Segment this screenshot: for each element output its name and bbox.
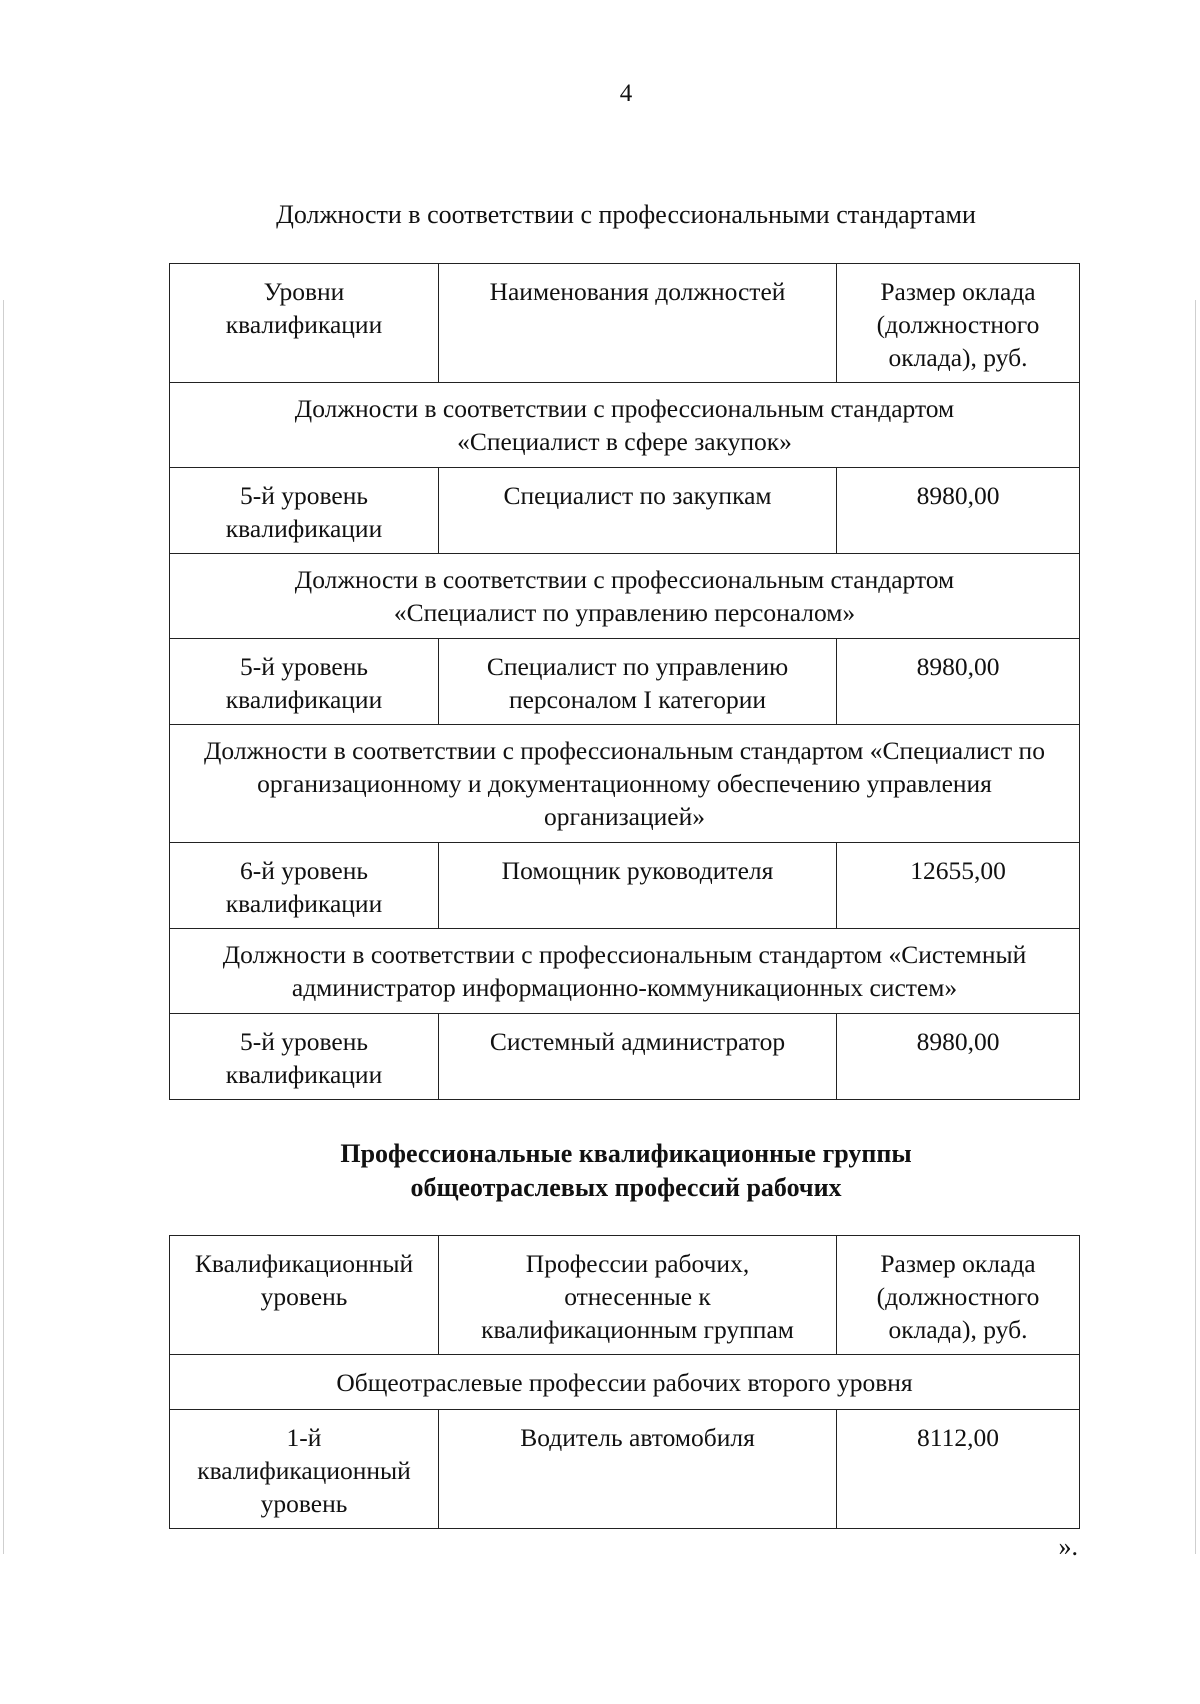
header-qualification-level: Квалификационный уровень [170, 1236, 439, 1355]
group-title: Должности в соответствии с профессиональным стандартом «Системный администратор информационно-коммуникационных систем» [170, 929, 1080, 1014]
header-qualification-levels: Уровни квалификации [170, 264, 439, 383]
group-title: Должности в соответствии с профессиональным стандартом «Специалист по управлению персоналом» [170, 554, 1080, 639]
scan-edge-right [1195, 300, 1196, 1554]
group-row [170, 929, 1080, 1014]
group-title: Общеотраслевые профессии рабочих второго уровня [170, 1355, 1080, 1410]
qualification-level: 5-й уровень квалификации [170, 639, 439, 725]
header-worker-professions: Профессии рабочих, отнесенные к квалификационным группам [439, 1236, 837, 1355]
position-name: Специалист по управлению персоналом I категории [439, 639, 837, 725]
profession-name: Водитель автомобиля [439, 1410, 837, 1529]
salary-value: 8980,00 [837, 468, 1080, 554]
salary-value: 8980,00 [837, 639, 1080, 725]
group-row [170, 383, 1080, 468]
position-name: Системный администратор [439, 1014, 837, 1100]
header-position-names: Наименования должностей [439, 264, 837, 383]
heading-line-1: Профессиональные квалификационные группы [340, 1139, 912, 1168]
table-header-row [170, 264, 1080, 383]
scan-edge-left [3, 300, 4, 1554]
page-number: 4 [619, 80, 633, 107]
position-name: Помощник руководителя [439, 843, 837, 929]
group-row [170, 554, 1080, 639]
salary-value: 12655,00 [837, 843, 1080, 929]
group-title: Должности в соответствии с профессиональным стандартом «Специалист по организационному и документационному обеспечению управления организацией» [170, 725, 1080, 843]
salary-value: 8112,00 [837, 1410, 1080, 1529]
closing-quote-mark: ». [1058, 1532, 1078, 1561]
table-row [170, 468, 1080, 554]
table-header-row [170, 1236, 1080, 1355]
qualification-level: 5-й уровень квалификации [170, 1014, 439, 1100]
table-row [170, 843, 1080, 929]
table-row [170, 1014, 1080, 1100]
group-row [170, 725, 1080, 843]
salary-value: 8980,00 [837, 1014, 1080, 1100]
workers-groups-heading [0, 1137, 1200, 1205]
qualification-level: 6-й уровень квалификации [170, 843, 439, 929]
professional-standards-table [169, 263, 1080, 1100]
header-salary: Размер оклада (должностного оклада), руб. [837, 1236, 1080, 1355]
qualification-level: 1-й квалификационный уровень [170, 1410, 439, 1529]
section-title: Должности в соответствии с профессиональными стандартами [276, 200, 976, 229]
qualification-level: 5-й уровень квалификации [170, 468, 439, 554]
group-title: Должности в соответствии с профессиональным стандартом «Специалист в сфере закупок» [170, 383, 1080, 468]
table-row [170, 1410, 1080, 1529]
header-salary: Размер оклада (должностного оклада), руб. [837, 264, 1080, 383]
table-row [170, 639, 1080, 725]
position-name: Специалист по закупкам [439, 468, 837, 554]
group-row [170, 1355, 1080, 1410]
worker-professions-table [169, 1235, 1080, 1529]
heading-line-2: общеотраслевых профессий рабочих [410, 1173, 842, 1202]
